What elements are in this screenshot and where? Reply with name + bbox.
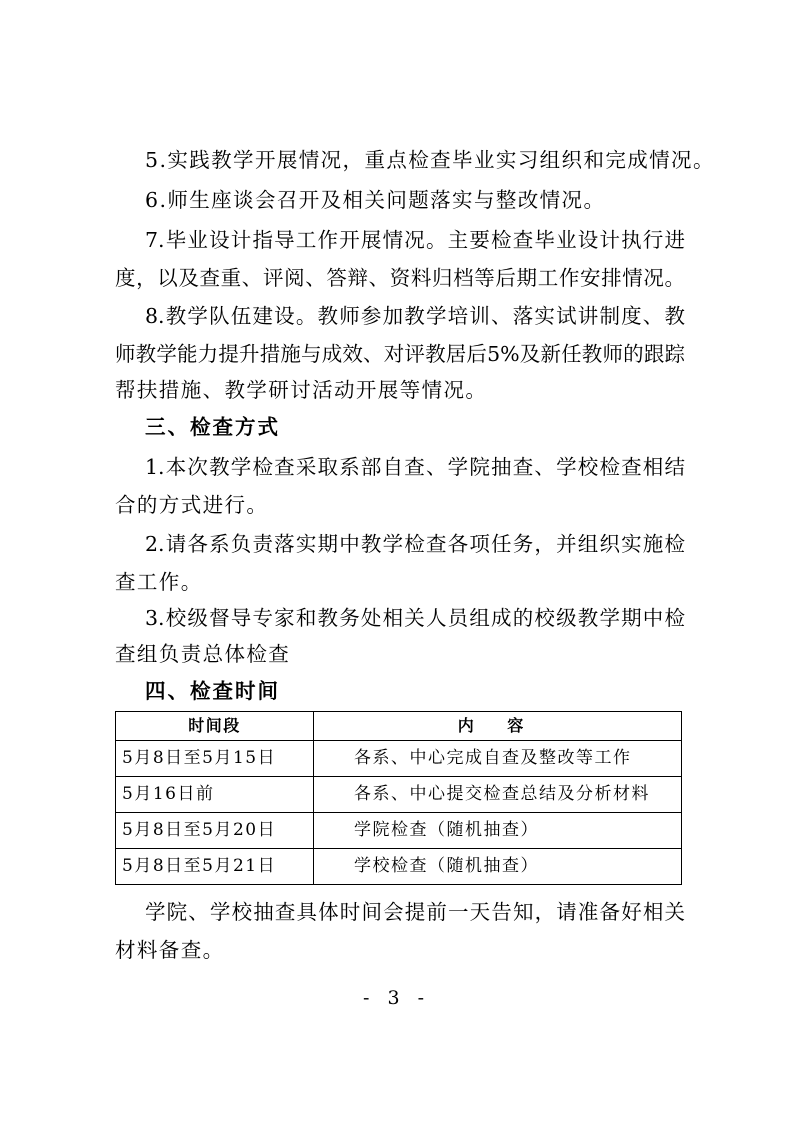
section-heading-method: 三、检查方式 [145,415,280,439]
closing-note-line2: 材料备查。 [115,938,225,962]
paragraph-item-8-line1: 8.教学队伍建设。教师参加教学培训、落实试讲制度、教 [145,304,685,328]
table-cell-period: 5月8日至5月20日 [116,813,314,849]
table-header-content: 内 容 [314,712,682,741]
method-item-2-line2: 查工作。 [115,570,203,594]
method-item-1-line2: 合的方式进行。 [115,493,269,517]
table-cell-content: 学院检查（随机抽查） [314,813,682,849]
table-cell-period: 5月16日前 [116,777,314,813]
section-heading-time: 四、检查时间 [145,679,280,703]
table-row [116,777,682,813]
method-item-3-line2: 查组负责总体检查 [115,642,291,666]
paragraph-item-7-line1: 7.毕业设计指导工作开展情况。主要检查毕业设计执行进 [145,228,685,252]
closing-note-line1: 学院、学校抽查具体时间会提前一天告知，请准备好相关 [145,900,685,924]
table-row [116,741,682,777]
method-item-2-line1: 2.请各系负责落实期中教学检查各项任务，并组织实施检 [145,532,685,556]
table-header-row [116,712,682,741]
table-row [116,849,682,885]
method-item-1-line1: 1.本次教学检查采取系部自查、学院抽查、学校检查相结 [145,455,685,479]
paragraph-item-7-line2: 度，以及查重、评阅、答辩、资料归档等后期工作安排情况。 [115,266,685,290]
paragraph-item-5: 5.实践教学开展情况，重点检查毕业实习组织和完成情况。 [145,148,715,172]
paragraph-item-8-line3: 帮扶措施、教学研讨活动开展等情况。 [115,378,488,402]
paragraph-item-6: 6.师生座谈会召开及相关问题落实与整改情况。 [145,188,606,212]
table-header-period: 时间段 [116,712,314,741]
table-cell-period: 5月8日至5月15日 [116,741,314,777]
schedule-table [115,711,682,885]
paragraph-item-8-line2: 师教学能力提升措施与成效、对评教居后5%及新任教师的跟踪 [115,342,685,366]
table-cell-content: 学校检查（随机抽查） [314,849,682,885]
page-number: - 3 - [362,987,430,1009]
method-item-3-line1: 3.校级督导专家和教务处相关人员组成的校级教学期中检 [145,606,685,630]
table-row [116,813,682,849]
table-cell-content: 各系、中心完成自查及整改等工作 [314,741,682,777]
table-cell-period: 5月8日至5月21日 [116,849,314,885]
table-cell-content: 各系、中心提交检查总结及分析材料 [314,777,682,813]
